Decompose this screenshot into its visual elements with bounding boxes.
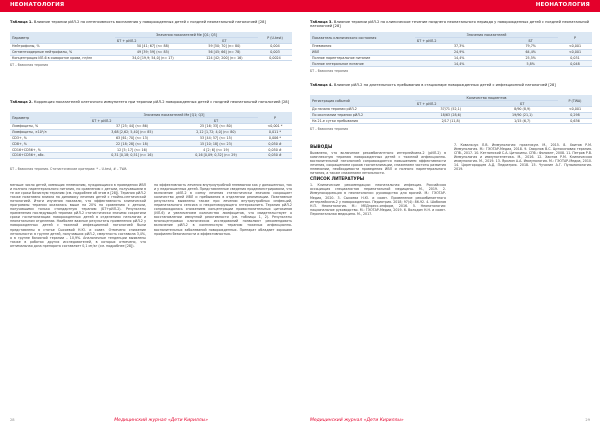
table-header-cell: Параметр <box>10 32 115 44</box>
table-cell: CD3+, % <box>10 135 90 141</box>
table-header-cell: БТ <box>191 38 258 44</box>
table-cell: 79,7% <box>503 44 558 50</box>
table-cell: Концентрация ИЛ-6 в сыворотке крови, пг/мл <box>10 55 115 61</box>
table-cell: Сегментоядерные нейтрофилы, % <box>10 49 115 55</box>
table-cell: Полное парентеральное питание <box>310 55 415 61</box>
conclusion-heading: ВЫВОДЫ <box>310 144 333 149</box>
page-number: 28 <box>10 418 15 422</box>
table-cell: 0,16 [0,09; 0,32] (n= 29) <box>174 153 258 159</box>
right-page <box>300 0 600 428</box>
table-header-cell: P <box>258 112 292 124</box>
table-cell: 24,9% <box>415 49 503 55</box>
table3 <box>310 32 592 67</box>
table4-note: БТ – базисная терапия <box>310 127 349 131</box>
journal-title: Медицинский журнал «Дети Кириллы» <box>114 418 208 423</box>
table-cell: 34,0 [19,9; 54,0] (n= 17) <box>115 55 191 61</box>
table-row <box>10 153 292 159</box>
table-cell: 49 [39; 59] (n= 85) <box>115 49 191 55</box>
text-column-2 <box>454 143 592 408</box>
table-cell: Лимфоциты, ×10⁹/л <box>10 129 90 135</box>
table-cell: 0,636 <box>558 118 592 124</box>
table-header-cell: Значения показателей <box>415 32 558 38</box>
table-header-cell: БТ <box>503 38 558 44</box>
table-cell: 50 [41; 67] (n= 88) <box>115 44 191 50</box>
text-column-1 <box>310 143 446 408</box>
table-cell: 63 [61; 70] (n= 13) <box>90 135 174 141</box>
table-header-cell: P (TWA) <box>558 95 592 107</box>
table-cell: 12 [5; 17] (n= 16) <box>90 147 174 153</box>
table-header-cell: Количество пациентов <box>415 95 558 101</box>
table-header-cell: БТ <box>174 118 258 124</box>
table1 <box>10 32 292 61</box>
table-cell: Нейтрофилы, % <box>10 44 115 50</box>
section-title: НЕОНАТОЛОГИЯ <box>535 2 590 8</box>
table-cell: 0,298 <box>558 112 592 118</box>
table-cell: 124 [42; 200] (n= 16) <box>191 55 258 61</box>
table-cell: 53 [44; 57] (n= 15) <box>174 135 258 141</box>
table-cell: 2,12 [1,72; 4,0] (n= 80) <box>174 129 258 135</box>
table-header-cell: БТ + рИЛ-2 <box>90 118 174 124</box>
table-cell: 37,3% <box>415 44 503 50</box>
table-cell: До начала терапии рИЛ-2 <box>310 107 415 113</box>
table-header-cell: P (U-test) <box>258 32 292 44</box>
table-cell: 4 [2; 6] (n= 19) <box>174 147 258 153</box>
table-cell: CD16+CD56+, абс. <box>10 153 90 159</box>
table-cell: 3,68 [2,62; 5,40] (n= 85) <box>90 129 174 135</box>
table-header-cell: БТ <box>487 101 559 107</box>
table-cell: По окончании терапии рИЛ-2 <box>310 112 415 118</box>
table-row <box>10 55 292 61</box>
table-cell: 0,31 [0,18; 0,51] (n= 16) <box>90 153 174 159</box>
table1-caption: Таблица 1. Влияние терапии рИЛ-2 на интенсивность воспаления у новорожденных детей с поздней неонатальной патологией [28] <box>10 20 266 24</box>
table2-note: БТ – базисная терапия. Статистические критерии: * – U-test, # – TWA <box>10 167 127 171</box>
table-cell: Пневмония <box>310 44 415 50</box>
table2 <box>10 112 292 159</box>
table-cell: 0,050 # <box>258 141 292 147</box>
table-cell: 0,011 * <box>258 129 292 135</box>
text-column-2: по эффективность лечения внутриутробной пневмонии как у доношенных, так и у недоношенных детей. Представленные сведения продемонстрировали, что включение рИЛ-2 в схему лечения статистически значимо сокращает количество дней ИВЛ и пребывания в отделении реанимации. Позитивные результаты выявлены также при лечении внутриутробных инфекций, перинатального сепсиса и некротизирующего энтероколита. Терапия рИЛ-2 сопровождалась снижением концентрации провоспалительных цитокинов (ИЛ-6) и увеличением количества лимфоцитов, что свидетельствует о восстановлении иммунной реактивности (см. таблицы 1, 2). Результаты многоцентровых клинических исследований позволяют рекомендовать включение рИЛ-2 в комплексную терапию тяжелых инфекционно-воспалительных заболеваний новорожденных. Препарат обладает хорошим профилем безопасности и эффективностью. <box>154 183 292 236</box>
table-row <box>310 61 592 67</box>
table-cell: 18/63 (28,6) <box>415 112 487 118</box>
references-list: 1. Клинические рекомендации: неонатальная инфекция. Российская ассоциация специалистов перинатальной медицины. М., 2019. 2. Иммунокоррекция в неонатологии: руководство для врачей. М.: ГЭОТАР-Медиа, 2020. 3. Сысоева Н.Ю. и соавт. Применение рекомбинантного интерлейкина-2 у новорожденных. Педиатрия. 2018; 97(4): 86-92. 4. Шабалов Н.П. Неонатология. М.: МЕДпресс-информ, 2016. 5. Неонатология: национальное руководство. М.: ГЭОТАР-Медиа, 2019. 6. Володин Н.Н. и соавт. Перинатальная медицина. М., 2017. <box>310 183 446 216</box>
table-cell: 37/71 (52,1) <box>415 107 487 113</box>
table-cell: 56 [45; 66] (n= 78) <box>191 49 258 55</box>
table1-note: БТ – базисная терапия <box>10 63 49 67</box>
table-cell: ИВЛ <box>310 49 415 55</box>
table3-caption: Таблица 3. Влияние терапии рИЛ-2 на клиническое течение позднего неонатального периода у новорожденных детей с поздней неонатальной патологией [28] <box>310 20 590 29</box>
table-header-cell: P <box>558 32 592 44</box>
table-cell: 59 [50; 70] (n= 80) <box>191 44 258 50</box>
page-number: 29 <box>585 418 590 422</box>
table-cell: На 21-е сутки пребывания <box>310 118 415 124</box>
text-column-1: меньше число детей, имеющих пневмонию, нуждающихся в проведении ИВЛ и полного парентерального питания, по сравнению с детьми, получавшими в те же сроки базисную терапию (см. подробнее об этом в [28]). Терапия рИЛ-2 также позитивно влияла на динамику лечения детей с гнойно-септической патологией. Итоги изучения показали, что эффективность клинической программы терапии оказалась выше на 20% по сравнению с детьми, получавшими только стандартную терапию (БТ+рИЛ-2). Результаты применения последующей терапии рИЛ-2 статистически значимо сократили сроки госпитализации новорожденных детей в отделениях патологии и неонатальном отделении. Наиболее важные результаты применения рИЛ-2 у новорожденных детей с тяжелой инфекционной патологией были представлены в статье Сысоевой Н.Ю. и соавт. Отмечено снижение летальности: в группе детей, получавших рИЛ-2, смертность составила 3,4%, а в группе базисной терапии – 10,9%. Аналогичные тенденции выявлены также в работах других исследователей, в которых отмечено, что оптимальная доза препарата составляет 0,1 мг/кг (см. подробнее [28]). <box>10 183 146 248</box>
table-cell: 1/15 (6,7) <box>487 118 559 124</box>
table-cell: 14,4% <box>415 55 503 61</box>
table-cell: 8/90 (8,9) <box>487 107 559 113</box>
table-header-cell: Показатель клинического состояния <box>310 32 415 44</box>
table-cell: CD8+, % <box>10 141 90 147</box>
table-cell: CD16+CD56+, % <box>10 147 90 153</box>
table-cell: <0,001 <box>558 49 592 55</box>
table-cell: 37 [25; 44] (n= 86) <box>90 124 174 130</box>
table-header-cell: Регистрация событий <box>310 95 415 107</box>
table-cell: 0,004 <box>258 44 292 50</box>
table-header-cell: Значения показателей Me [Q1; Q3] <box>90 112 258 118</box>
table3-note: БТ – базисная терапия <box>310 69 349 73</box>
table-header-cell: БТ + рИЛ-2 <box>115 38 191 44</box>
table-header-cell: БТ + рИЛ-2 <box>415 38 503 44</box>
table-cell: 0,0024 <box>258 55 292 61</box>
table-cell: 0,006 * <box>258 135 292 141</box>
table-cell: <0,001 <box>558 107 592 113</box>
table-cell: 0,031 <box>558 55 592 61</box>
table-cell: 0,048 <box>558 61 592 67</box>
table4-caption: Таблица 4. Влияние рИЛ-2 на длительность пребывания в стационаре новорожденных детей с инфекционной патологией [28] <box>310 83 556 87</box>
journal-title: Медицинский журнал «Дети Кириллы» <box>310 418 404 423</box>
table-cell: Лимфоциты, % <box>10 124 90 130</box>
table2-caption: Таблица 2. Коррекция показателей клеточного иммунитета при терапии рИЛ-2 новорожденных детей с поздней неонатальной патологией [28] <box>10 100 289 104</box>
table-cell: 25 [16; 33] (n= 80) <box>174 124 258 130</box>
table-cell: 0,050 # <box>258 147 292 153</box>
table-cell: <0,001 * <box>258 124 292 130</box>
table-cell: <0,001 <box>558 44 592 50</box>
table-cell: 15 [10; 18] (n= 23) <box>174 141 258 147</box>
conclusion-text: Выявлено, что включение рекомбинантного интерлейкина-2 (рИЛ-2) в комплексную терапию новорожденных детей с тяжелой инфекционно-воспалительной патологией сопровождается повышением эффективности лечения, сокращением сроков госпитализации, снижением частоты развития пневмонии, необходимости проведения ИВЛ и полного парентерального питания, а также снижением летальности. <box>310 151 446 176</box>
section-header <box>300 0 600 12</box>
references-heading: СПИСОК ЛИТЕРАТУРЫ <box>310 176 365 182</box>
table-cell: 14,4% <box>415 61 503 67</box>
section-title: НЕОНАТОЛОГИЯ <box>10 2 65 8</box>
table-cell: 64,4% <box>503 49 558 55</box>
table-row <box>310 118 592 124</box>
table-header-cell: Значения показателей Me [Q1; Q3] <box>115 32 258 38</box>
table-cell: Полное энтеральное питание <box>310 61 415 67</box>
table-cell: 25,5% <box>503 55 558 61</box>
table-cell: 0,003 <box>258 49 292 55</box>
table-cell: 19/90 (21,1) <box>487 112 559 118</box>
section-header <box>0 0 300 12</box>
table-cell: 2/17 (11,8) <box>415 118 487 124</box>
table-header-cell: Параметр <box>10 112 90 124</box>
table-cell: 22 [18; 28] (n= 18) <box>90 141 174 147</box>
table4 <box>310 95 592 124</box>
table-cell: 0,050 # <box>258 153 292 159</box>
table-header-cell: БТ + рИЛ-2 <box>415 101 487 107</box>
references-list: 7. Ковальчук Л.В. Иммунология: практикум. М., 2015. 8. Хаитов Р.М. Иммунология. М.: ГЭОТАР-Медиа, 2018. 9. Смирнов В.С. Цитокиновая терапия. СПб., 2017. 10. Кетлинский С.А. Цитокины. СПб.: Фолиант, 2008. 11. Петров Р.В. Иммунология и иммуногенетика. М., 2016. 12. Хаитов Р.М. Клиническая иммунология. М., 2019. 13. Ярилин А.А. Иммунология. М.: ГЭОТАР-Медиа, 2010. 14. Царегородцев А.Д. Педиатрия. 2018. 15. Чучалин А.Г. Пульмонология. 2019. <box>454 143 592 172</box>
table-cell: 5,8% <box>503 61 558 67</box>
